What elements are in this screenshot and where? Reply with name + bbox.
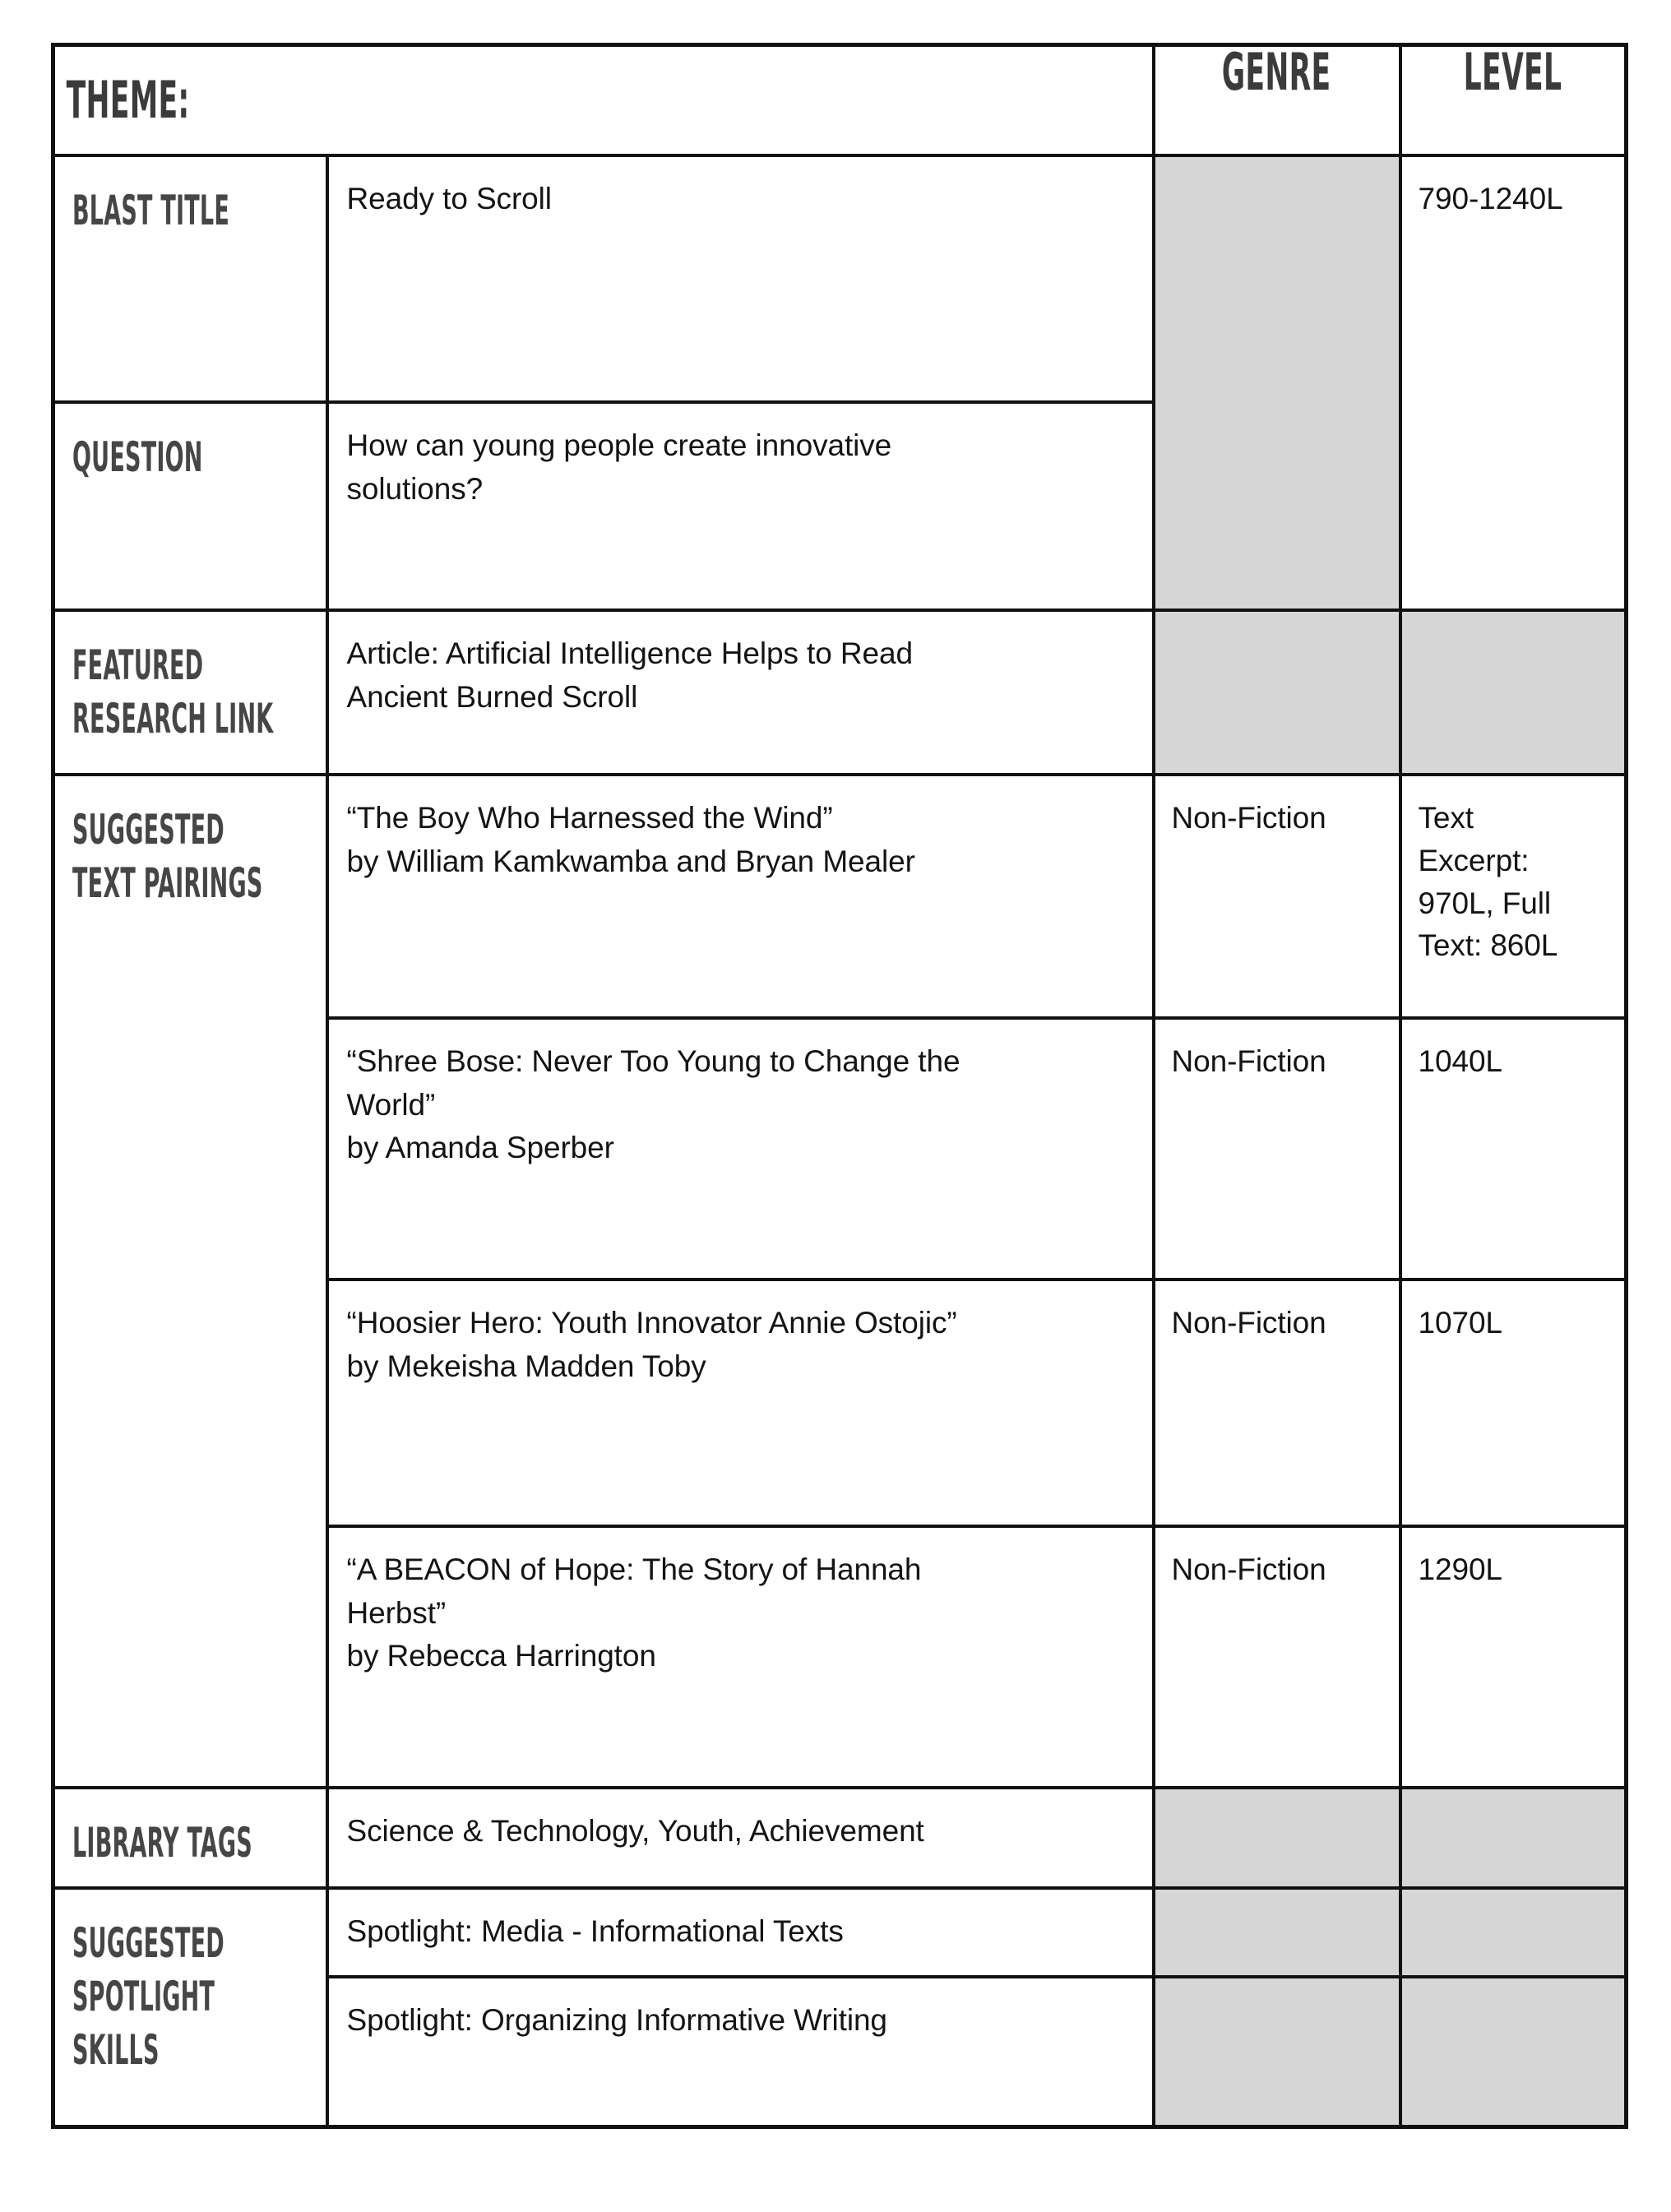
text-pairing-2-author: by Amanda Sperber [346, 1131, 614, 1165]
text-pairing-2-title-line-2: World” [346, 1087, 436, 1122]
text-pairing-3-genre-cell [1154, 1280, 1400, 1526]
question-text-line-2: solutions? [346, 471, 484, 506]
text-pairing-4-level-text: 1290L [1418, 1553, 1502, 1586]
text-pairing-2-genre-cell [1154, 1018, 1400, 1280]
text-pairings-label-line-1: SUGGESTED [72, 806, 224, 854]
spotlight-skill-2-level-cell [1400, 1977, 1627, 2126]
spotlight-skill-2-value [329, 1978, 1152, 2061]
text-pairing-4-genre-cell [1154, 1526, 1400, 1788]
library-tags-value [329, 1789, 1152, 1872]
text-pairing-1-level-line-2: Excerpt: [1418, 843, 1530, 877]
text-pairing-3-value [329, 1281, 1152, 1406]
text-pairing-1-level-line-3: 970L, Full [1418, 886, 1552, 920]
text-pairing-1-level-cell [1400, 775, 1627, 1018]
spotlight-skill-1-genre-cell [1154, 1888, 1400, 1977]
blast-planning-table [51, 43, 1628, 2129]
text-pairings-label [55, 776, 326, 927]
library-tags-text: Science & Technology, Youth, Achievement [346, 1814, 924, 1848]
spotlight-skill-1-value [329, 1890, 1152, 1972]
text-pairing-1-level [1402, 776, 1625, 985]
featured-research-label-line-2: RESEARCH LINK [72, 695, 274, 743]
blast-title-label-cell [53, 155, 327, 402]
table-row-library-tags [53, 1788, 1627, 1888]
text-pairing-2-genre-text: Non-Fiction [1171, 1044, 1326, 1078]
text-pairing-2-level [1402, 1020, 1625, 1101]
text-pairing-3-title: “Hoosier Hero: Youth Innovator Annie Ostojic” [346, 1306, 957, 1340]
blast-question-genre-cell [1154, 155, 1400, 610]
blast-title-level [1402, 157, 1625, 238]
text-pairing-3-level [1402, 1281, 1625, 1363]
text-pairing-2-genre [1155, 1020, 1399, 1101]
spotlight-skills-label-line-3: SKILLS [72, 2026, 160, 2074]
genre-header-cell [1154, 42, 1400, 156]
blast-title-value [329, 157, 1152, 239]
spotlight-skills-label [55, 1890, 326, 2094]
text-pairing-4-genre-text: Non-Fiction [1171, 1553, 1326, 1586]
library-tags-label-cell [53, 1788, 327, 1888]
spotlight-skill-1-value-cell [327, 1888, 1154, 1977]
text-pairing-4-level-cell [1400, 1526, 1627, 1788]
featured-research-label [55, 612, 326, 762]
text-pairing-4-genre [1155, 1528, 1399, 1609]
text-pairing-2-title-cell [327, 1018, 1154, 1280]
featured-research-value [329, 612, 1152, 737]
table-row-spotlight-skill-1 [53, 1888, 1627, 1977]
text-pairing-2-title-line-1: “Shree Bose: Never Too Young to Change the [346, 1044, 960, 1078]
level-column-label: LEVEL [1463, 42, 1562, 102]
text-pairing-4-title-cell [327, 1526, 1154, 1788]
question-text-line-1: How can young people create innovative [346, 428, 892, 462]
featured-research-level-cell [1400, 610, 1627, 775]
blast-title-text: Ready to Scroll [346, 182, 552, 215]
text-pairing-4-author: by Rebecca Harrington [346, 1639, 656, 1673]
theme-label: THEME: [66, 70, 190, 130]
text-pairing-1-title-cell [327, 775, 1154, 1018]
spotlight-skill-1-level-cell [1400, 1888, 1627, 1977]
library-tags-label-line: LIBRARY TAGS [72, 1819, 252, 1867]
text-pairing-1-level-line-1: Text [1418, 801, 1474, 835]
text-pairing-1-author: by William Kamkwamba and Bryan Mealer [346, 844, 915, 878]
question-label [55, 404, 326, 501]
question-label-cell [53, 402, 327, 610]
text-pairing-4-title-line-1: “A BEACON of Hope: The Story of Hannah [346, 1553, 922, 1586]
table-header-row [53, 45, 1627, 156]
table-row-text-pairing-1 [53, 775, 1627, 1018]
question-value [329, 404, 1152, 529]
text-pairing-3-level-cell [1400, 1280, 1627, 1526]
spotlight-skills-label-line-1: SUGGESTED [72, 1919, 224, 1967]
spotlight-skill-2-genre-cell [1154, 1977, 1400, 2126]
text-pairing-1-title: “The Boy Who Harnessed the Wind” [346, 801, 833, 835]
library-tags-level-cell [1400, 1788, 1627, 1888]
text-pairing-1-genre [1155, 776, 1399, 858]
featured-research-text-line-2: Ancient Burned Scroll [346, 679, 638, 714]
text-pairing-4-title-line-2: Herbst” [346, 1595, 447, 1630]
text-pairing-2-level-text: 1040L [1418, 1044, 1502, 1078]
text-pairings-label-line-2: TEXT PAIRINGS [72, 859, 263, 907]
blast-question-level-cell [1400, 155, 1627, 610]
featured-research-label-cell [53, 610, 327, 775]
spotlight-skill-2-value-cell [327, 1977, 1154, 2126]
text-pairing-1-genre-text: Non-Fiction [1171, 801, 1326, 835]
featured-research-genre-cell [1154, 610, 1400, 775]
text-pairing-3-genre [1155, 1281, 1399, 1363]
featured-research-value-cell [327, 610, 1154, 775]
question-label-line: QUESTION [72, 433, 203, 481]
text-pairing-3-title-cell [327, 1280, 1154, 1526]
table-row-featured-research-link [53, 610, 1627, 775]
spotlight-skill-1-text: Spotlight: Media - Informational Texts [346, 1914, 844, 1948]
featured-research-label-line-1: FEATURED [72, 641, 204, 689]
library-tags-genre-cell [1154, 1788, 1400, 1888]
blast-title-label-line: BLAST TITLE [72, 187, 230, 234]
text-pairing-4-value [329, 1528, 1152, 1696]
text-pairing-1-genre-cell [1154, 775, 1400, 1018]
theme-header-cell [53, 45, 1154, 156]
text-pairing-3-genre-text: Non-Fiction [1171, 1306, 1326, 1340]
blast-title-label [55, 157, 326, 254]
text-pairing-3-level-text: 1070L [1418, 1306, 1502, 1340]
genre-column-label: GENRE [1222, 42, 1331, 102]
spotlight-skill-2-text: Spotlight: Organizing Informative Writing [346, 2003, 887, 2037]
text-pairing-1-value [329, 776, 1152, 901]
text-pairings-label-cell [53, 775, 327, 1788]
featured-research-text-line-1: Article: Artificial Intelligence Helps to Read [346, 636, 913, 670]
blast-title-value-cell [327, 155, 1154, 402]
text-pairing-2-level-cell [1400, 1018, 1627, 1280]
text-pairing-1-level-line-4: Text: 860L [1418, 928, 1558, 963]
spotlight-skills-label-line-2: SPOTLIGHT [72, 1973, 215, 2020]
table-row-blast-title [53, 155, 1627, 402]
library-tags-value-cell [327, 1788, 1154, 1888]
level-header-cell [1400, 42, 1627, 156]
text-pairing-2-value [329, 1020, 1152, 1188]
library-tags-label [55, 1789, 326, 1886]
blast-title-level-text: 790-1240L [1418, 182, 1563, 215]
question-value-cell [327, 402, 1154, 610]
text-pairing-3-author: by Mekeisha Madden Toby [346, 1349, 706, 1383]
text-pairing-4-level [1402, 1528, 1625, 1609]
spotlight-skills-label-cell [53, 1888, 327, 2126]
